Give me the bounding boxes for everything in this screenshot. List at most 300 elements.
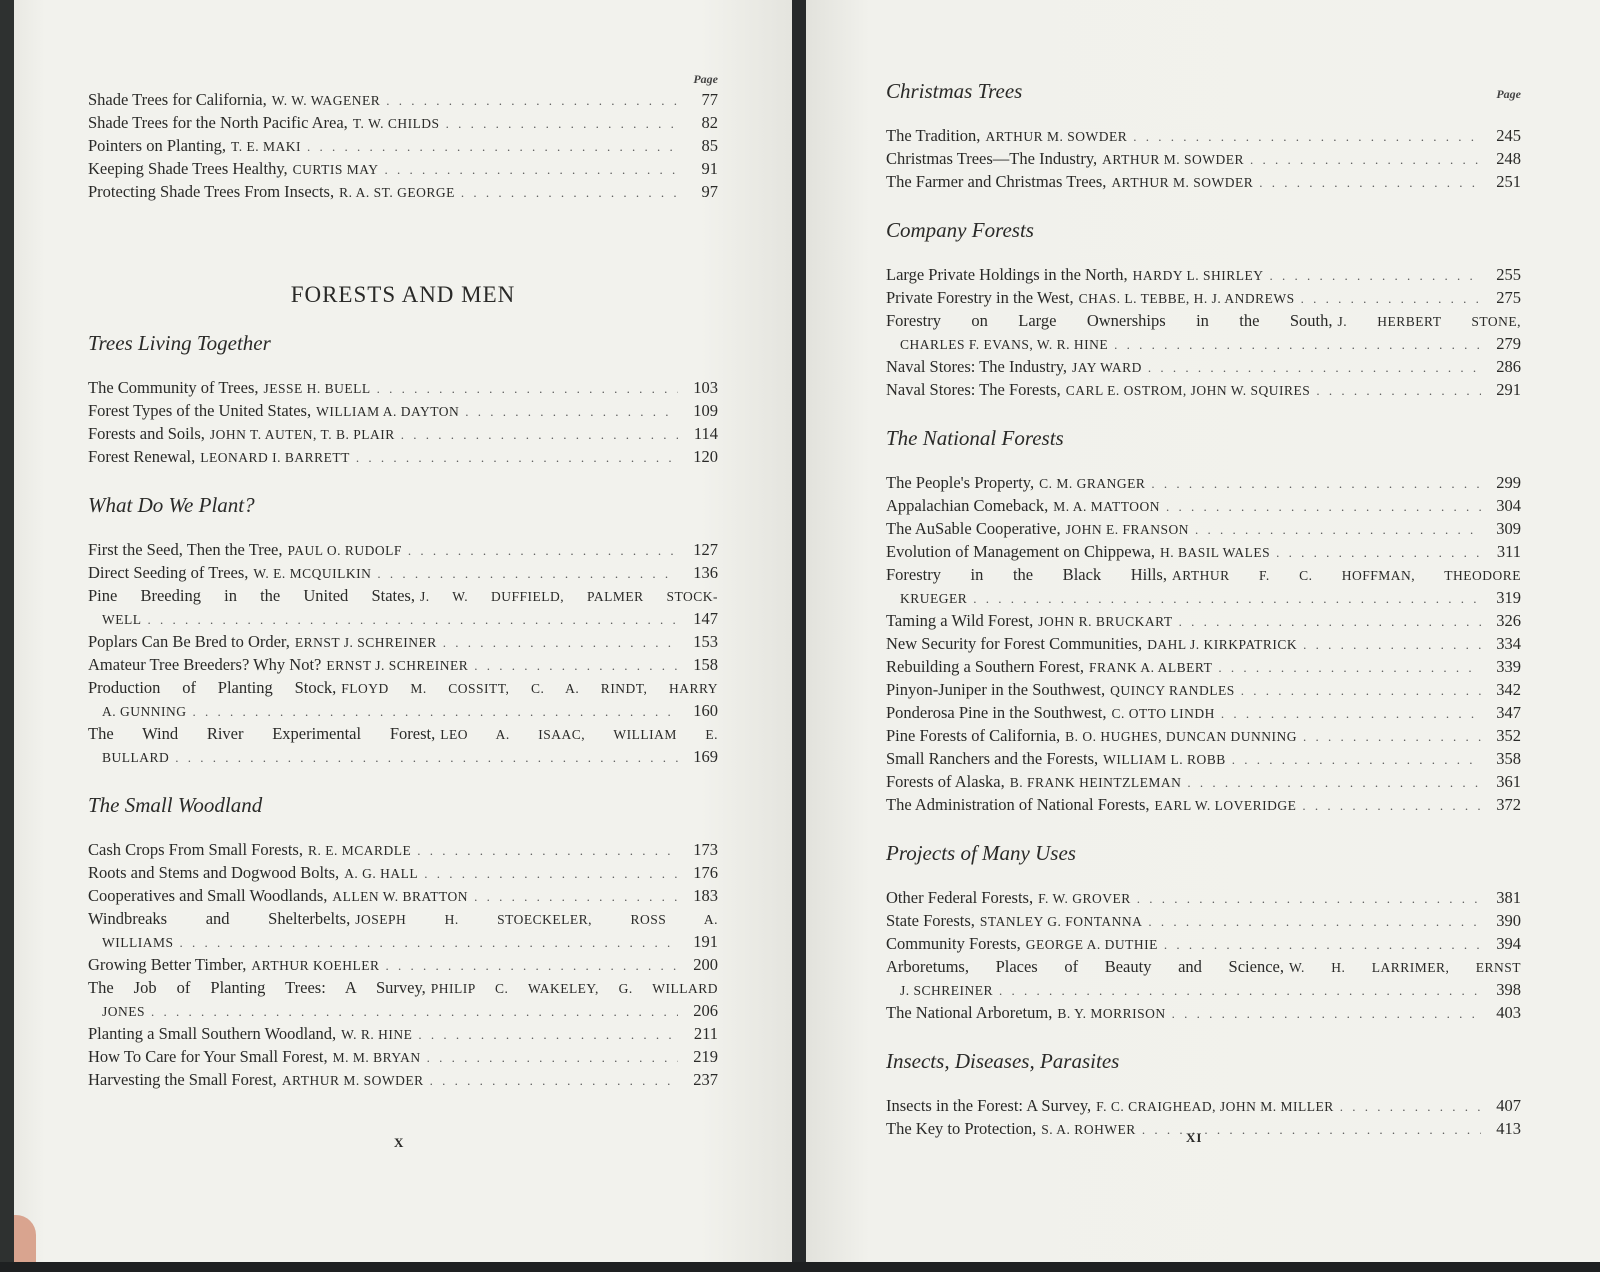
leader-dots xyxy=(1148,356,1481,379)
leader-dots xyxy=(356,446,678,469)
toc-entry-continued xyxy=(886,586,1521,609)
toc-entry xyxy=(88,538,718,561)
entry-page: 173 xyxy=(693,840,718,859)
entry-page: 251 xyxy=(1496,172,1521,191)
entry-author: PAUL O. RUDOLF xyxy=(287,543,402,558)
entry-author: ERNST J. SCHREINER xyxy=(326,658,469,673)
page-column-label: Page xyxy=(1496,87,1521,101)
leader-dots xyxy=(446,112,678,135)
entry-title: Forestry in the Black Hills, xyxy=(886,565,1167,584)
leader-dots xyxy=(417,839,678,862)
entry-title: Poplars Can Be Bred to Order, xyxy=(88,632,290,651)
toc-entry xyxy=(88,399,718,422)
leader-dots xyxy=(474,654,678,677)
entry-title: How To Care for Your Small Forest, xyxy=(88,1047,328,1066)
toc-entry xyxy=(886,378,1521,401)
leader-dots xyxy=(408,539,678,562)
entry-page: 372 xyxy=(1496,795,1521,814)
toc-entry xyxy=(886,494,1521,517)
entry-title: Forests and Soils, xyxy=(88,424,205,443)
entry-author: WILLIAM A. DAYTON xyxy=(316,404,460,419)
entry-title-line xyxy=(886,955,1521,979)
entry-author: JAY WARD xyxy=(1072,360,1142,375)
toc-entry xyxy=(88,180,718,203)
entry-author: FRANK A. ALBERT xyxy=(1088,660,1213,675)
leader-dots xyxy=(1259,171,1481,194)
entry-title: Arboretums, Places of Beauty and Science, xyxy=(886,957,1284,976)
entry-page: 191 xyxy=(693,932,718,951)
toc-entry xyxy=(886,932,1521,955)
toc-entry xyxy=(886,909,1521,932)
section-entries xyxy=(886,263,1521,401)
entry-page: 347 xyxy=(1496,703,1521,722)
entry-page: 82 xyxy=(701,113,718,132)
entry-title: Forests of Alaska, xyxy=(886,772,1005,791)
entry-title: The Job of Planting Trees: A Survey, xyxy=(88,978,426,997)
entry-author-continued: BULLARD xyxy=(102,750,170,765)
entry-author: JOHN T. AUTEN, T. B. PLAIR xyxy=(209,427,395,442)
entry-page: 255 xyxy=(1496,265,1521,284)
toc-entry xyxy=(886,770,1521,793)
leader-dots xyxy=(443,631,678,654)
entry-author-continued: CHARLES F. EVANS, W. R. HINE xyxy=(900,337,1109,352)
entry-author: CHAS. L. TEBBE, H. J. ANDREWS xyxy=(1078,291,1295,306)
entry-author: ARTHUR KOEHLER xyxy=(251,958,380,973)
entry-author: B. O. HUGHES, DUNCAN DUNNING xyxy=(1065,729,1298,744)
entry-page: 103 xyxy=(693,378,718,397)
entry-author: H. BASIL WALES xyxy=(1160,545,1271,560)
entry-page: 326 xyxy=(1496,611,1521,630)
entry-author: WILLIAM L. ROBB xyxy=(1103,752,1226,767)
entry-author: ALLEN W. BRATTON xyxy=(332,889,469,904)
entry-title: Christmas Trees—The Industry, xyxy=(886,149,1098,168)
entry-author: JOHN E. FRANSON xyxy=(1065,522,1189,537)
entry-title: Direct Seeding of Trees, xyxy=(88,563,249,582)
leader-dots xyxy=(401,423,678,446)
entry-author: A. G. HALL xyxy=(344,866,419,881)
entry-page: 403 xyxy=(1496,1003,1521,1022)
right-sections xyxy=(886,78,1521,1140)
toc-entry xyxy=(88,861,718,884)
entry-title-line xyxy=(88,722,718,746)
toc-entry xyxy=(88,88,718,111)
entry-page: 279 xyxy=(1496,334,1521,353)
toc-entry-continued xyxy=(886,332,1521,355)
leader-dots xyxy=(193,700,679,723)
entry-title: Forest Renewal, xyxy=(88,447,196,466)
left-page xyxy=(14,0,794,1262)
entry-title: The Tradition, xyxy=(886,126,981,145)
section-heading: The Small Woodland xyxy=(88,793,263,817)
section-heading: Insects, Diseases, Parasites xyxy=(886,1049,1120,1073)
right-folio: XI xyxy=(1186,1130,1203,1145)
entry-page: 200 xyxy=(693,955,718,974)
entry-author-continued: KRUEGER xyxy=(900,591,968,606)
entry-title: Private Forestry in the West, xyxy=(886,288,1074,307)
toc-entry xyxy=(88,376,718,399)
toc-entry xyxy=(88,422,718,445)
part-title: FORESTS AND MEN xyxy=(290,282,516,307)
toc-entry xyxy=(88,953,718,976)
entry-page: 120 xyxy=(693,447,718,466)
entry-page: 291 xyxy=(1496,380,1521,399)
left-toc xyxy=(88,72,718,1091)
toc-entry xyxy=(886,540,1521,563)
section-entries xyxy=(886,1094,1521,1140)
entry-page: 390 xyxy=(1496,911,1521,930)
leader-dots xyxy=(1250,148,1481,171)
toc-entry xyxy=(88,653,718,676)
right-toc xyxy=(886,78,1521,1140)
leader-dots xyxy=(180,931,679,954)
section-entries xyxy=(886,471,1521,816)
entry-author: GEORGE A. DUTHIE xyxy=(1025,937,1158,952)
leader-dots xyxy=(385,954,678,977)
toc-entry-continued xyxy=(88,745,718,768)
entry-page: 169 xyxy=(693,747,718,766)
entry-author: W. R. HINE xyxy=(341,1027,413,1042)
entry-page: 299 xyxy=(1496,473,1521,492)
entry-author: QUINCY RANDLES xyxy=(1110,683,1235,698)
toc-entry xyxy=(886,563,1521,586)
right-page xyxy=(806,0,1600,1262)
entry-author: F. C. CRAIGHEAD, JOHN M. MILLER xyxy=(1096,1099,1334,1114)
entry-title: Shade Trees for California, xyxy=(88,90,267,109)
entry-page: 147 xyxy=(693,609,718,628)
entry-title: Forest Types of the United States, xyxy=(88,401,312,420)
entry-author: ARTHUR M. SOWDER xyxy=(1111,175,1254,190)
toc-entry xyxy=(886,147,1521,170)
entry-title-line xyxy=(88,676,718,700)
toc-entry xyxy=(88,111,718,134)
entry-title: Planting a Small Southern Woodland, xyxy=(88,1024,337,1043)
leader-dots xyxy=(175,746,678,769)
leader-dots xyxy=(1133,125,1481,148)
entry-author: EARL W. LOVERIDGE xyxy=(1154,798,1297,813)
leader-dots xyxy=(1340,1095,1481,1118)
entry-author-continued: WILLIAMS xyxy=(102,935,174,950)
toc-entry xyxy=(88,976,718,999)
entry-title: Production of Planting Stock, xyxy=(88,678,337,697)
leader-dots xyxy=(1164,933,1481,956)
toc-entry xyxy=(88,561,718,584)
entry-page: 237 xyxy=(693,1070,718,1089)
entry-author: J. W. DUFFIELD, PALMER STOCK- xyxy=(419,589,718,604)
toc-entry xyxy=(886,309,1521,332)
entry-page: 114 xyxy=(693,424,718,443)
section-heading: The National Forests xyxy=(886,426,1064,450)
entry-author: JOSEPH H. STOECKELER, ROSS A. xyxy=(355,912,718,927)
leader-dots xyxy=(1303,633,1481,656)
entry-author: ERNST J. SCHREINER xyxy=(294,635,437,650)
entry-author: M. A. MATTOON xyxy=(1053,499,1160,514)
entry-page: 248 xyxy=(1496,149,1521,168)
entry-author: ARTHUR F. C. HOFFMAN, THEODORE xyxy=(1171,568,1521,583)
toc-entry xyxy=(886,355,1521,378)
toc-entry xyxy=(88,722,718,745)
leader-dots xyxy=(385,158,679,181)
entry-page: 311 xyxy=(1496,542,1521,561)
entry-title: Ponderosa Pine in the Southwest, xyxy=(886,703,1107,722)
toc-entry xyxy=(886,170,1521,193)
leader-dots xyxy=(1151,472,1481,495)
section-heading: Company Forests xyxy=(886,218,1034,242)
leader-dots xyxy=(1114,333,1481,356)
leader-dots xyxy=(147,608,678,631)
entry-author: ARTHUR M. SOWDER xyxy=(985,129,1128,144)
leader-dots xyxy=(1187,771,1481,794)
entry-title-line xyxy=(88,907,718,931)
entry-title: Other Federal Forests, xyxy=(886,888,1034,907)
section-entries xyxy=(88,838,718,1091)
entry-title: Cash Crops From Small Forests, xyxy=(88,840,303,859)
entry-author: JESSE H. BUELL xyxy=(263,381,371,396)
left-folio: X xyxy=(394,1135,405,1150)
entry-title: Cooperatives and Small Woodlands, xyxy=(88,886,328,905)
toc-entry xyxy=(88,134,718,157)
leader-dots xyxy=(1166,495,1481,518)
entry-author: STANLEY G. FONTANNA xyxy=(979,914,1143,929)
leader-dots xyxy=(1137,887,1481,910)
leader-dots xyxy=(1301,287,1481,310)
toc-entry xyxy=(886,678,1521,701)
leader-dots xyxy=(1241,679,1481,702)
entry-page: 319 xyxy=(1496,588,1521,607)
entry-author: DAHL J. KIRKPATRICK xyxy=(1147,637,1298,652)
entry-page: 91 xyxy=(701,159,718,178)
entry-page: 309 xyxy=(1496,519,1521,538)
entry-title: The Farmer and Christmas Trees, xyxy=(886,172,1107,191)
entry-page: 85 xyxy=(701,136,718,155)
entry-page: 206 xyxy=(693,1001,718,1020)
leader-dots xyxy=(973,587,1481,610)
leader-dots xyxy=(1195,518,1481,541)
toc-entry xyxy=(88,1045,718,1068)
leader-dots xyxy=(418,1023,678,1046)
toc-entry xyxy=(88,676,718,699)
entry-page: 352 xyxy=(1496,726,1521,745)
leader-dots xyxy=(307,135,678,158)
entry-title: Harvesting the Small Forest, xyxy=(88,1070,277,1089)
entry-title: Rebuilding a Southern Forest, xyxy=(886,657,1084,676)
entry-author: LEONARD I. BARRETT xyxy=(200,450,350,465)
toc-entry xyxy=(886,655,1521,678)
section-heading: Christmas Trees xyxy=(886,79,1023,103)
toc-entry xyxy=(886,471,1521,494)
toc-entry xyxy=(886,609,1521,632)
entry-title: Windbreaks and Shelterbelts, xyxy=(88,909,351,928)
leader-dots xyxy=(377,377,678,400)
entry-title: First the Seed, Then the Tree, xyxy=(88,540,283,559)
toc-entry xyxy=(88,584,718,607)
leader-dots xyxy=(1303,725,1481,748)
toc-entry xyxy=(886,1117,1521,1140)
entry-title-line xyxy=(886,563,1521,587)
entry-page: 413 xyxy=(1496,1119,1521,1138)
entry-author: S. A. ROHWER xyxy=(1041,1122,1136,1137)
leader-dots xyxy=(1232,748,1481,771)
entry-author: B. Y. MORRISON xyxy=(1057,1006,1166,1021)
entry-title: The Community of Trees, xyxy=(88,378,259,397)
leader-dots xyxy=(465,400,678,423)
entry-title: Insects in the Forest: A Survey, xyxy=(886,1096,1092,1115)
entry-author: ARTHUR M. SOWDER xyxy=(281,1073,424,1088)
entry-title: Naval Stores: The Forests, xyxy=(886,380,1061,399)
entry-title: Taming a Wild Forest, xyxy=(886,611,1034,630)
entry-author: F. W. GROVER xyxy=(1038,891,1131,906)
entry-title-line xyxy=(886,309,1521,333)
section-entries xyxy=(88,538,718,768)
section-heading: Projects of Many Uses xyxy=(886,841,1076,865)
leader-dots xyxy=(1302,794,1481,817)
entry-author: ARTHUR M. SOWDER xyxy=(1102,152,1244,167)
toc-entry xyxy=(886,1001,1521,1024)
toc-entry-continued xyxy=(88,607,718,630)
entry-title: Roots and Stems and Dogwood Bolts, xyxy=(88,863,340,882)
leader-dots xyxy=(1218,656,1481,679)
entry-title: Amateur Tree Breeders? Why Not? xyxy=(88,655,322,674)
entry-title: The Wind River Experimental Forest, xyxy=(88,724,436,743)
section-entries xyxy=(886,124,1521,193)
entry-page: 77 xyxy=(701,90,718,109)
entry-author: R. E. MCARDLE xyxy=(307,843,412,858)
section-heading: What Do We Plant? xyxy=(88,493,255,517)
entry-title: Naval Stores: The Industry, xyxy=(886,357,1068,376)
section-entries xyxy=(88,376,718,468)
toc-entry xyxy=(886,724,1521,747)
toc-entry xyxy=(88,157,718,180)
entry-page: 286 xyxy=(1496,357,1521,376)
entry-author: JOHN R. BRUCKART xyxy=(1038,614,1173,629)
toc-entry xyxy=(88,1022,718,1045)
entry-page: 245 xyxy=(1496,126,1521,145)
leader-dots xyxy=(474,885,678,908)
leader-dots xyxy=(1276,541,1481,564)
entry-author: T. W. CHILDS xyxy=(352,116,440,131)
entry-title: Community Forests, xyxy=(886,934,1021,953)
entry-page: 339 xyxy=(1496,657,1521,676)
leader-dots xyxy=(424,862,678,885)
toc-entry xyxy=(886,124,1521,147)
entry-title: The People's Property, xyxy=(886,473,1035,492)
section-heading-row xyxy=(886,78,1521,104)
entry-author: B. FRANK HEINTZLEMAN xyxy=(1009,775,1182,790)
toc-entry xyxy=(886,1094,1521,1117)
entry-title: Growing Better Timber, xyxy=(88,955,247,974)
entry-title: Forestry on Large Ownerships in the South, xyxy=(886,311,1333,330)
section-heading: Trees Living Together xyxy=(88,331,271,355)
toc-entry xyxy=(886,286,1521,309)
entry-author: FLOYD M. COSSITT, C. A. RINDT, HARRY xyxy=(341,681,718,696)
entry-author: T. E. MAKI xyxy=(230,139,301,154)
entry-title: Small Ranchers and the Forests, xyxy=(886,749,1099,768)
left-sections xyxy=(88,330,718,1091)
entry-title: The Key to Protection, xyxy=(886,1119,1037,1138)
leader-dots xyxy=(427,1046,678,1069)
entry-page: 183 xyxy=(693,886,718,905)
toc-entry xyxy=(88,445,718,468)
entry-page: 97 xyxy=(701,182,718,201)
entry-page: 407 xyxy=(1496,1096,1521,1115)
entry-title: Pine Breeding in the United States, xyxy=(88,586,415,605)
leader-dots xyxy=(1172,1002,1481,1025)
entry-title: New Security for Forest Communities, xyxy=(886,634,1143,653)
toc-entry-continued xyxy=(88,930,718,953)
entry-title: Pointers on Planting, xyxy=(88,136,226,155)
toc-entry xyxy=(88,630,718,653)
entry-author: R. A. ST. GEORGE xyxy=(339,185,455,200)
entry-page: 358 xyxy=(1496,749,1521,768)
toc-entry xyxy=(886,886,1521,909)
toc-entry xyxy=(88,907,718,930)
entry-page: 153 xyxy=(693,632,718,651)
entry-author: M. M. BRYAN xyxy=(332,1050,421,1065)
entry-page: 398 xyxy=(1496,980,1521,999)
entry-author: LEO A. ISAAC, WILLIAM E. xyxy=(440,727,718,742)
bottom-edge xyxy=(0,1262,1600,1272)
leader-dots xyxy=(1316,379,1481,402)
toc-entry-continued xyxy=(88,699,718,722)
toc-entry xyxy=(886,517,1521,540)
entry-author-continued: A. GUNNING xyxy=(102,704,187,719)
toc-entry xyxy=(886,955,1521,978)
entry-page: 127 xyxy=(693,540,718,559)
entry-title: The National Arboretum, xyxy=(886,1003,1053,1022)
toc-entry xyxy=(886,793,1521,816)
toc-entry xyxy=(886,632,1521,655)
entry-author: CARL E. OSTROM, JOHN W. SQUIRES xyxy=(1065,383,1311,398)
entry-title: Pinyon-Juniper in the Southwest, xyxy=(886,680,1106,699)
entry-title: The Administration of National Forests, xyxy=(886,795,1150,814)
toc-entry xyxy=(88,1068,718,1091)
entry-author-continued: WELL xyxy=(102,612,142,627)
leader-dots xyxy=(386,89,678,112)
entry-page: 219 xyxy=(693,1047,718,1066)
entry-title: Large Private Holdings in the North, xyxy=(886,265,1128,284)
leader-dots xyxy=(1148,910,1481,933)
entry-title: Shade Trees for the North Pacific Area, xyxy=(88,113,348,132)
entry-title: The AuSable Cooperative, xyxy=(886,519,1061,538)
entry-author: W. W. WAGENER xyxy=(271,93,381,108)
entry-author-continued: J. SCHREINER xyxy=(900,983,994,998)
leader-dots xyxy=(151,1000,678,1023)
entry-title: Protecting Shade Trees From Insects, xyxy=(88,182,335,201)
toc-entry xyxy=(88,884,718,907)
entry-title-line xyxy=(88,976,718,1000)
entry-title: State Forests, xyxy=(886,911,975,930)
leader-dots xyxy=(1179,610,1481,633)
entry-author-continued: JONES xyxy=(102,1004,146,1019)
entry-title-line xyxy=(88,584,718,608)
toc-entry-continued xyxy=(88,999,718,1022)
entry-page: 136 xyxy=(693,563,718,582)
entry-page: 304 xyxy=(1496,496,1521,515)
entry-author: J. HERBERT STONE, xyxy=(1337,314,1521,329)
entry-author: W. H. LARRIMER, ERNST xyxy=(1288,960,1521,975)
entry-title: Pine Forests of California, xyxy=(886,726,1061,745)
entry-page: 394 xyxy=(1496,934,1521,953)
entry-page: 160 xyxy=(693,701,718,720)
leader-dots xyxy=(999,979,1481,1002)
entry-page: 176 xyxy=(693,863,718,882)
toc-entry xyxy=(886,747,1521,770)
toc-entry xyxy=(886,263,1521,286)
toc-entry-continued xyxy=(886,978,1521,1001)
entry-page: 109 xyxy=(693,401,718,420)
toc-entry xyxy=(886,701,1521,724)
entry-title: Evolution of Management on Chippewa, xyxy=(886,542,1155,561)
entry-author: CURTIS MAY xyxy=(292,162,379,177)
